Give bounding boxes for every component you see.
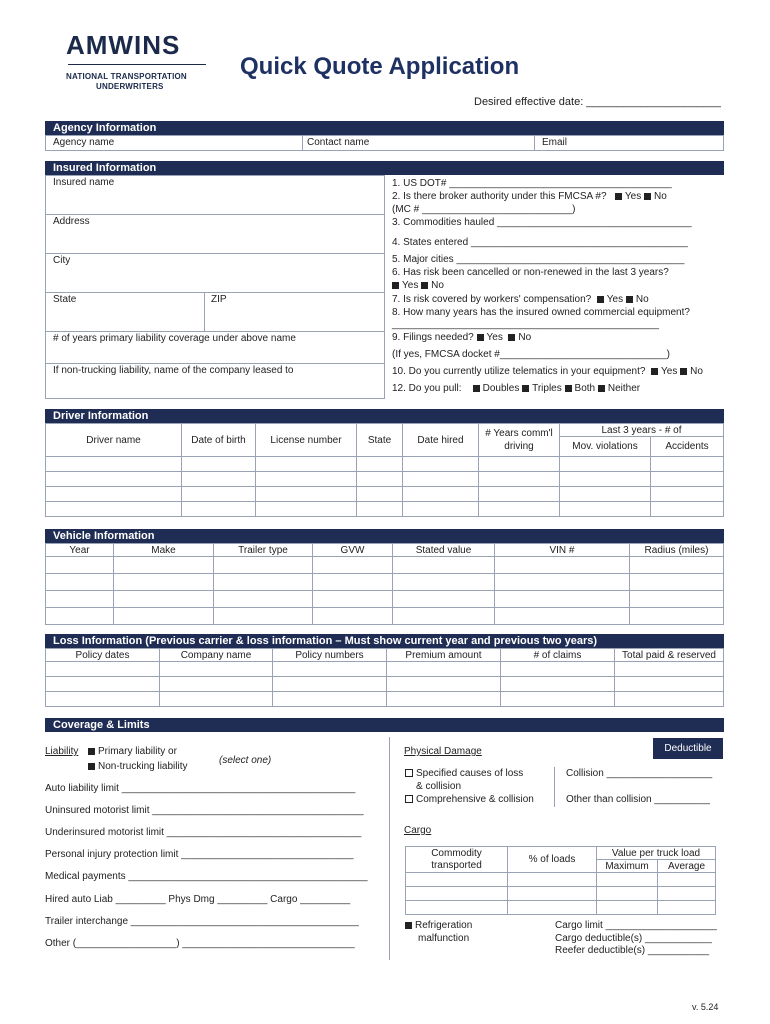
table-row[interactable] [46,487,724,502]
other-than-collision-field[interactable]: Other than collision __________ [566,794,710,805]
specified-causes-label: Specified causes of loss [416,768,524,779]
cargo-col-value: Value per truck load [597,847,716,860]
vehicle-col-trailer: Trailer type [214,544,313,557]
vehicle-col-year: Year [46,544,114,557]
q7-yes-checkbox[interactable] [597,296,604,303]
logo-divider [68,64,206,65]
comprehensive-checkbox[interactable] [405,795,413,803]
comprehensive-option [405,794,534,805]
agency-section-header: Agency Information [45,121,724,135]
table-row[interactable] [46,608,724,625]
q9-docket[interactable]: (If yes, FMCSA docket #______________________________) [392,349,670,360]
table-row[interactable] [46,574,724,591]
both-checkbox[interactable] [565,385,572,392]
q7-workers-comp [392,294,649,305]
table-row[interactable] [406,887,716,901]
doubles-label: Doubles [482,383,520,394]
insured-section-header: Insured Information [45,161,724,175]
q12-text: 12. Do you pull: [392,383,462,394]
q4-states[interactable]: 4. States entered _______________________________________ [392,237,688,248]
pip-field[interactable]: Personal injury protection limit _______________________________ [45,849,354,860]
city-label: City [53,255,71,266]
primary-liability-option [88,746,177,757]
loss-col-company: Company name [160,649,273,662]
non-trucking-field[interactable] [45,363,385,399]
q9-text: 9. Filings needed? [392,332,474,343]
driver-table [45,423,724,517]
cargo-deductible-field[interactable]: Cargo deductible(s) ____________ [555,933,712,944]
vehicle-col-value: Stated value [393,544,495,557]
refrigeration-checkbox[interactable] [405,922,412,929]
q2-no-checkbox[interactable] [644,193,651,200]
q8-years-owned: 8. How many years has the insured owned commercial equipment? [392,307,690,318]
state-field[interactable] [45,292,205,332]
collision-deductible-field[interactable]: Collision ___________________ [566,768,713,779]
refrigeration-label: Refrigeration [415,920,473,931]
commodity-label: Commodity [431,847,482,859]
non-trucking-checkbox[interactable] [88,763,95,770]
q6-cancelled: 6. Has risk been cancelled or non-renewed in the last 3 years? [392,267,669,278]
q2-yes-label: Yes [624,191,642,202]
medical-field[interactable]: Medical payments ___________________________________________ [45,871,368,882]
state-label: State [53,294,77,305]
both-label: Both [574,383,596,394]
q10-text: 10. Do you currently utilize telematics in your equipment? [392,366,646,377]
address-field[interactable] [45,214,385,254]
malfunction-label: malfunction [418,933,470,944]
q6-no-label: No [431,280,444,291]
q2-broker-authority [392,191,667,202]
driver-col-accidents: Accidents [651,437,724,457]
table-row[interactable] [46,457,724,472]
specified-causes-option [405,768,523,779]
q3-commodities[interactable]: 3. Commodities hauled ___________________________________ [392,217,692,228]
page-title: Quick Quote Application [240,53,520,80]
logo-wordmark: AMWINS [66,30,181,60]
cargo-label: Cargo [404,825,432,836]
q7-no-checkbox[interactable] [626,296,633,303]
select-one-note: (select one) [219,755,272,766]
driver-col-state: State [357,424,403,457]
non-trucking-option [88,761,187,772]
table-row[interactable] [46,591,724,608]
loss-table [45,648,724,707]
coverage-divider [389,737,390,960]
q10-no-label: No [690,366,703,377]
q6-no-checkbox[interactable] [421,282,428,289]
driver-col-name: Driver name [46,424,182,457]
loss-col-premium: Premium amount [387,649,501,662]
q10-yes-label: Yes [661,366,678,377]
city-field[interactable] [45,253,385,293]
neither-label: Neither [607,383,641,394]
vehicle-col-make: Make [114,544,214,557]
driver-col-years [479,424,560,457]
driver-col-hired: Date hired [403,424,479,457]
address-label: Address [53,216,90,227]
driver-section-header: Driver Information [45,409,724,423]
hired-auto-field[interactable]: Hired auto Liab _________ Phys Dmg _________ Cargo _________ [45,894,351,905]
zip-label: ZIP [211,294,227,305]
collision-continued: & collision [416,781,462,792]
q2-yes-checkbox[interactable] [615,193,622,200]
vehicle-table [45,543,724,625]
contact-name-field[interactable] [302,135,535,151]
driver-driving-label: driving [504,441,534,452]
triples-label: Triples [532,383,562,394]
driver-col-dob: Date of birth [182,424,256,457]
logo-subtitle-1: NATIONAL TRANSPORTATION [66,72,187,81]
reefer-deductible-field[interactable]: Reefer deductible(s) ___________ [555,945,709,956]
q8-answer-line[interactable]: ________________________________________________ [392,319,659,330]
q7-no-label: No [635,294,649,305]
cargo-col-average: Average [658,860,716,873]
q9-yes-checkbox[interactable] [477,334,484,341]
vehicle-col-vin: VIN # [495,544,630,557]
q2-text: 2. Is there broker authority under this FMCSA #? [392,191,607,202]
q6-yes-checkbox[interactable] [392,282,399,289]
underinsured-field[interactable]: Underinsured motorist limit ___________________________________ [45,827,362,838]
auto-liability-field[interactable]: Auto liability limit __________________________________________ [45,783,356,794]
cargo-col-maximum: Maximum [597,860,658,873]
company-logo [66,32,187,92]
loss-col-claims: # of claims [501,649,615,662]
loss-section-header: Loss Information (Previous carrier & loss information – Must show current year and previous two years) [45,634,724,648]
trailer-interchange-field[interactable]: Trailer interchange _________________________________________ [45,916,359,927]
email-label: Email [542,137,568,148]
q2-mc-number[interactable]: (MC # ___________________________) [392,204,576,215]
loss-col-policy: Policy numbers [273,649,387,662]
cargo-col-commodity [406,847,508,873]
zip-field[interactable] [204,292,385,332]
q12-pull [392,383,640,394]
q1-us-dot[interactable]: 1. US DOT# ________________________________________ [392,178,672,189]
insured-name-field[interactable] [45,175,385,215]
refrigeration-option [405,920,472,931]
liability-label: Liability [45,746,79,757]
primary-liability-label: Primary liability or [98,746,177,757]
q10-no-checkbox[interactable] [680,368,687,375]
q10-yes-checkbox[interactable] [651,368,658,375]
vehicle-col-radius: Radius (miles) [630,544,724,557]
non-trucking-label: Non-trucking liability [98,761,188,772]
specified-causes-checkbox[interactable] [405,769,413,777]
doubles-checkbox[interactable] [473,385,480,392]
q7-text: 7. Is risk covered by workers' compensation? [392,294,592,305]
deductible-badge: Deductible [653,738,723,759]
other-field[interactable]: Other (__________________) _______________________________ [45,938,355,949]
driver-col-license: License number [256,424,357,457]
neither-checkbox[interactable] [598,385,605,392]
coverage-section-header: Coverage & Limits [45,718,724,732]
q9-no-label: No [518,332,532,343]
physical-damage-label: Physical Damage [404,746,482,757]
driver-col-violations: Mov. violations [560,437,651,457]
transported-label: transported [431,859,482,871]
q5-major-cities[interactable]: 5. Major cities _________________________________________ [392,254,685,265]
cargo-col-pct: % of loads [508,847,597,873]
loss-col-dates: Policy dates [46,649,160,662]
years-coverage-field[interactable] [45,331,385,364]
logo-subtitle-2: UNDERWRITERS [96,82,164,91]
email-field[interactable] [534,135,724,151]
driver-col-last3: Last 3 years - # of [560,424,724,437]
table-row[interactable] [46,662,724,677]
comprehensive-label: Comprehensive & collision [416,794,534,805]
table-row[interactable] [46,692,724,707]
uninsured-field[interactable]: Uninsured motorist limit ______________________________________ [45,805,364,816]
cargo-limit-field[interactable]: Cargo limit ____________________ [555,920,717,931]
effective-date-field[interactable]: Desired effective date: ______________________ [474,96,721,108]
primary-liability-checkbox[interactable] [88,748,95,755]
table-row[interactable] [46,677,724,692]
q2-no-label: No [654,191,667,202]
q6-yes-label: Yes [402,280,419,291]
q9-no-checkbox[interactable] [508,334,515,341]
insured-name-label: Insured name [53,177,115,188]
q7-yes-label: Yes [606,294,624,305]
table-row[interactable] [46,472,724,487]
cargo-table [405,846,716,915]
table-row[interactable] [406,901,716,915]
table-row[interactable] [46,557,724,574]
q9-yes-label: Yes [486,332,503,343]
driver-years-label: # Years comm'l [485,428,553,439]
q9-filings [392,332,531,343]
q10-telematics [392,366,703,377]
physical-damage-divider [554,767,555,807]
agency-name-label: Agency name [53,137,115,148]
triples-checkbox[interactable] [522,385,529,392]
table-row[interactable] [46,502,724,517]
version-label: v. 5.24 [692,1002,719,1012]
years-coverage-label: # of years primary liability coverage under above name [53,333,296,344]
vehicle-col-gvw: GVW [313,544,393,557]
non-trucking-label: If non-trucking liability, name of the company leased to [53,365,294,376]
q6-options [392,280,444,291]
loss-col-total: Total paid & reserved [615,649,724,662]
contact-name-label: Contact name [307,137,370,148]
agency-name-field[interactable] [45,135,303,151]
table-row[interactable] [406,873,716,887]
vehicle-section-header: Vehicle Information [45,529,724,543]
